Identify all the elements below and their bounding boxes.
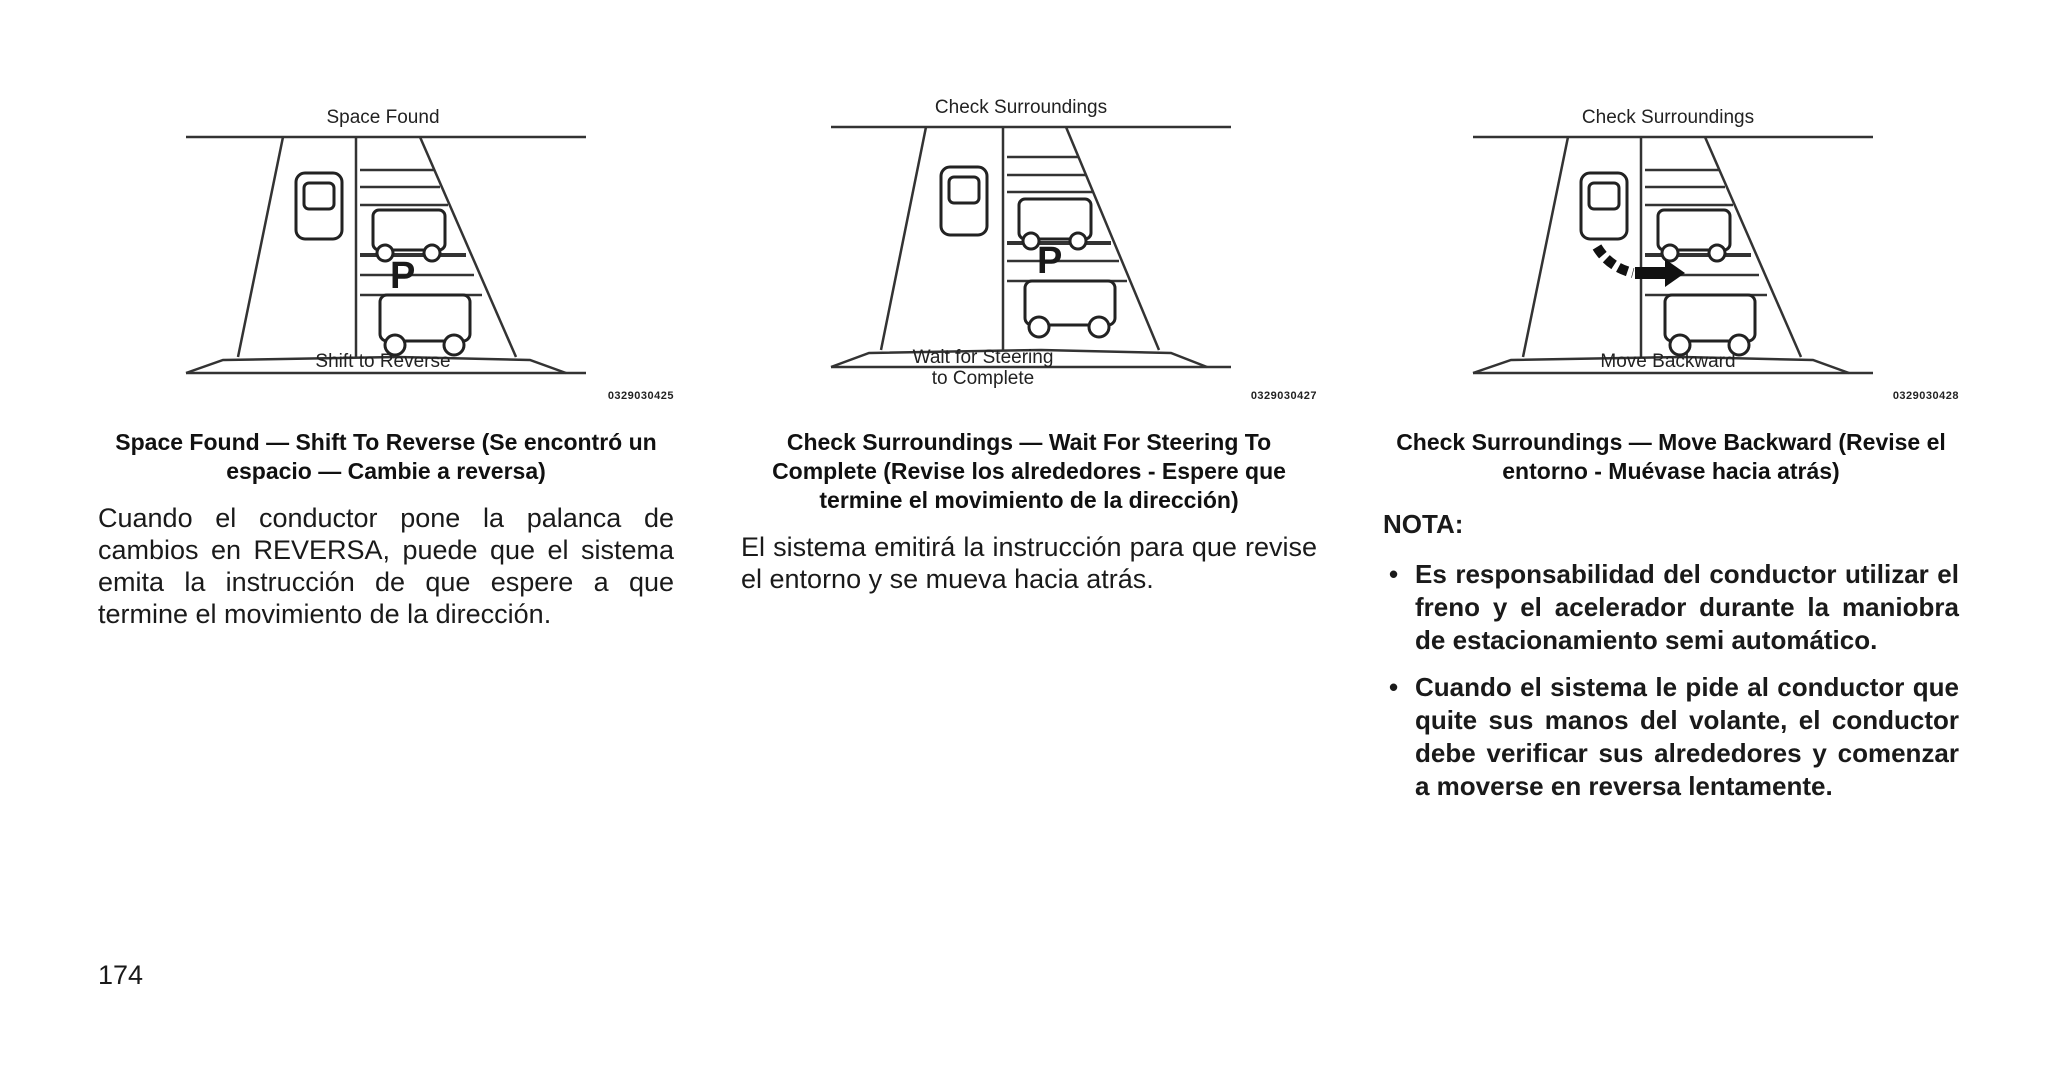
parking-p-label: P bbox=[1037, 240, 1063, 282]
note-title: NOTA: bbox=[1383, 509, 1464, 539]
figure-caption: Check Surroundings — Move Backward (Revise el entorno - Muévase hacia atrás) bbox=[1396, 429, 1946, 484]
parking-p-label: P bbox=[390, 255, 416, 297]
figure-bottom-label: Wait for Steering to Complete bbox=[912, 347, 1054, 389]
figure-move-backward bbox=[1383, 95, 1959, 415]
column-space-found bbox=[98, 95, 674, 630]
figure-code: 0329030428 bbox=[1892, 390, 1959, 402]
figure-bottom-label: Shift to Reverse bbox=[315, 351, 451, 372]
column-check-surroundings-move bbox=[1383, 95, 1959, 817]
column-check-surroundings-wait bbox=[741, 95, 1317, 595]
page-number: 174 bbox=[98, 960, 144, 990]
note-item-text: Es responsabilidad del conductor utilizar el freno y el acelerador durante la maniobra de estacionamiento semi automático. bbox=[1415, 559, 1959, 655]
note-item bbox=[1383, 558, 1959, 657]
figure-code: 0329030425 bbox=[607, 390, 674, 402]
figure-space-found bbox=[98, 95, 674, 415]
figure-code: 0329030427 bbox=[1250, 390, 1317, 402]
bullet-icon: • bbox=[1389, 559, 1399, 589]
body-paragraph: Cuando el conductor pone la palanca de cambios en REVERSA, puede que el sistema emita la instrucción de que espere a que termine el movimiento de la dirección. bbox=[98, 503, 674, 629]
figure-caption: Check Surroundings — Wait For Steering To Complete (Revise los alrededores - Espere que termine el movimiento de la dirección) bbox=[772, 429, 1286, 513]
bullet-icon: • bbox=[1389, 672, 1399, 702]
note-item bbox=[1383, 671, 1959, 803]
note-item-text: Cuando el sistema le pide al conductor que quite sus manos del volante, el conductor debe verificar sus alrededores y comenzar a moverse en reversa lentamente. bbox=[1415, 672, 1959, 801]
figure-top-label: Space Found bbox=[326, 107, 440, 128]
note-list bbox=[1383, 558, 1959, 803]
figure-bottom-label: Move Backward bbox=[1600, 351, 1736, 372]
body-paragraph: El sistema emitirá la instrucción para que revise el entorno y se mueva hacia atrás. bbox=[741, 532, 1317, 594]
figure-top-label: Check Surroundings bbox=[1581, 107, 1755, 128]
figure-top-label: Check Surroundings bbox=[934, 97, 1108, 118]
figure-caption: Space Found — Shift To Reverse (Se encontró un espacio — Cambie a reversa) bbox=[115, 429, 657, 484]
figure-wait-steering bbox=[741, 95, 1317, 415]
